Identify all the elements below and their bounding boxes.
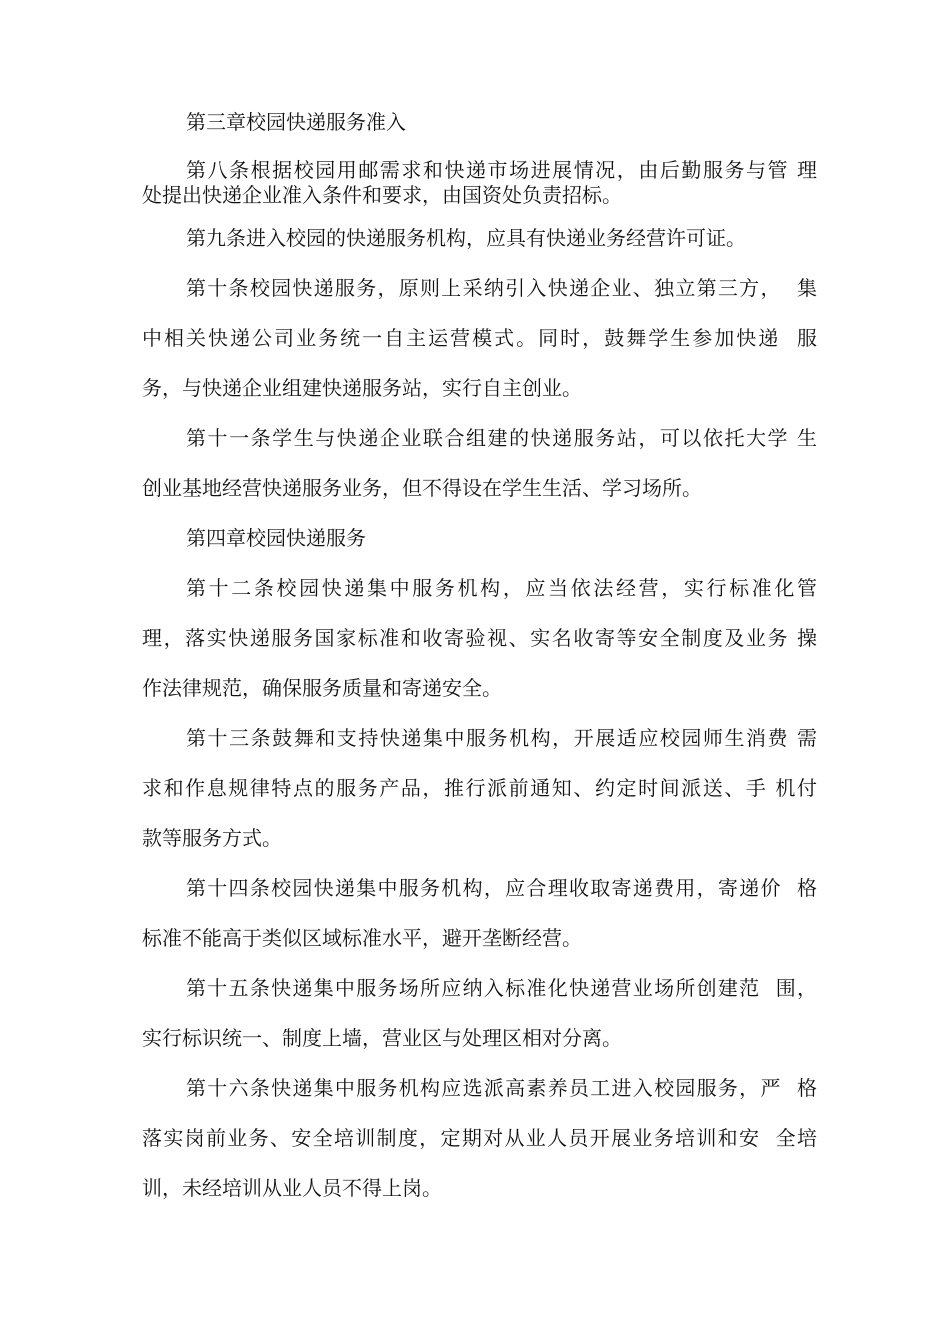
line-chapter-4-heading: 第四章校园快递服务 [186,526,366,550]
line-chapter-3-heading: 第三章校园快递服务准入 [186,110,406,134]
line-article-16-part-3: 训，未经培训从业人员不得上岗。 [142,1176,442,1200]
line-article-14-part-1: 第十四条校园快递集中服务机构，应合理收取寄递费用，寄递价 格 [186,876,817,900]
line-article-10-part-2: 中相关快递公司业务统一自主运营模式。同时，鼓舞学生参加快递 服 [142,326,817,350]
line-article-12-part-1: 第十二条校园快递集中服务机构，应当依法经营，实行标准化管 [186,576,817,600]
line-article-9: 第九条进入校园的快递服务机构，应具有快递业务经营许可证。 [186,226,746,250]
line-article-13-part-1: 第十三条鼓舞和支持快递集中服务机构，开展适应校园师生消费 需 [186,726,817,750]
line-article-11-part-1: 第十一条学生与快递企业联合组建的快递服务站，可以依托大学 生 [186,426,817,450]
line-article-12-part-3: 作法律规范，确保服务质量和寄递安全。 [142,676,502,700]
line-article-13-part-3: 款等服务方式。 [142,826,282,850]
line-article-8-part-2: 处提出快递企业准入条件和要求，由国资处负责招标。 [142,183,622,207]
line-article-10-part-1: 第十条校园快递服务，原则上采纳引入快递企业、独立第三方， 集 [186,276,817,300]
line-article-16-part-1: 第十六条快递集中服务机构应选派高素养员工进入校园服务，严 格 [186,1076,817,1100]
line-article-12-part-2: 理，落实快递服务国家标准和收寄验视、实名收寄等安全制度及业务 操 [142,626,817,650]
line-article-10-part-3: 务，与快递企业组建快递服务站，实行自主创业。 [142,376,582,400]
line-article-16-part-2: 落实岗前业务、安全培训制度，定期对从业人员开展业务培训和安 全培 [142,1126,817,1150]
line-article-15-part-1: 第十五条快递集中服务场所应纳入标准化快递营业场所创建范 围， [186,976,817,1000]
line-article-8-part-1: 第八条根据校园用邮需求和快递市场进展情况，由后勤服务与管 理 [186,158,817,182]
line-article-14-part-2: 标准不能高于类似区域标准水平，避开垄断经营。 [142,926,582,950]
line-article-15-part-2: 实行标识统一、制度上墙，营业区与处理区相对分离。 [142,1026,622,1050]
line-article-11-part-2: 创业基地经营快递服务业务，但不得设在学生生活、学习场所。 [142,476,702,500]
line-article-13-part-2: 求和作息规律特点的服务产品，推行派前通知、约定时间派送、手 机付 [142,776,817,800]
